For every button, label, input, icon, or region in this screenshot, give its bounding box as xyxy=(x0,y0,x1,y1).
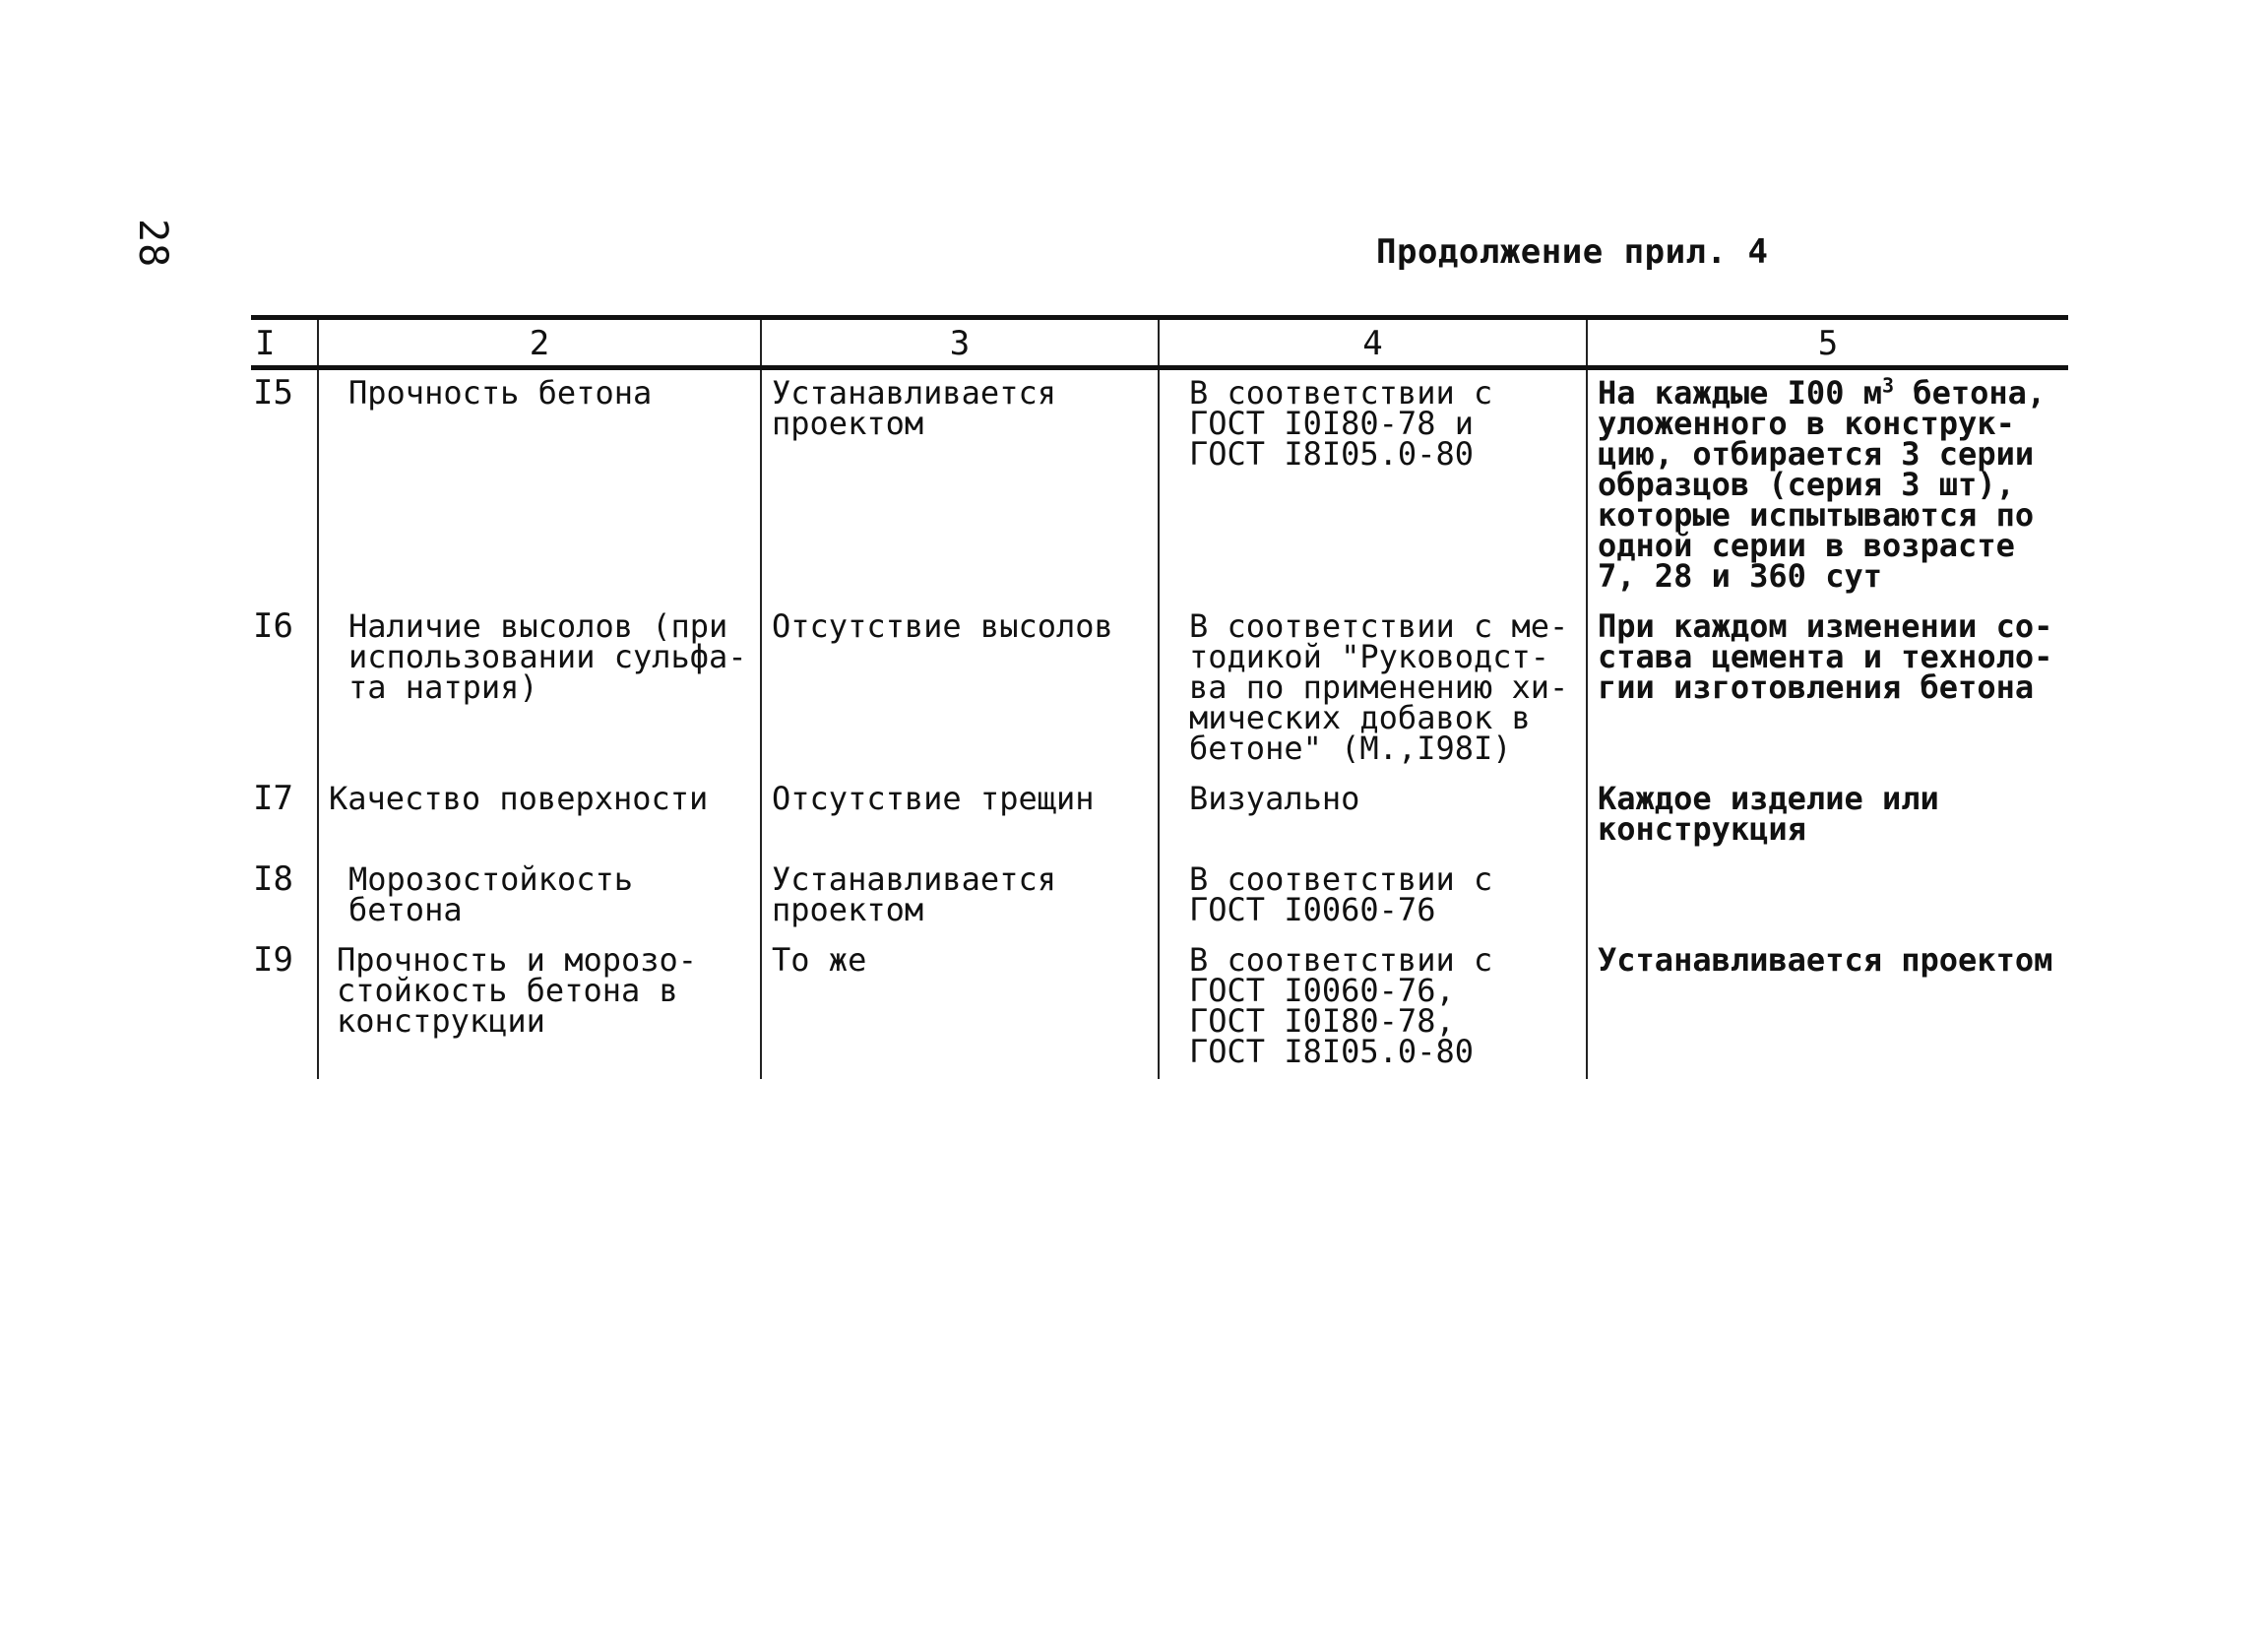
cell-requirement: Устанавливается проектом xyxy=(761,368,1159,604)
header-col-5: 5 xyxy=(1587,318,2068,368)
table-row xyxy=(251,857,2068,937)
cell-frequency-text-start: На каждые I00 м xyxy=(1598,374,1882,412)
cell-method: В соответствии с ГОСТ I0060-76 xyxy=(1159,857,1587,937)
cell-frequency: Каждое изделие или конструкция xyxy=(1587,776,2068,857)
cell-frequency xyxy=(1587,857,2068,937)
page-number: 28 xyxy=(130,219,175,269)
cell-requirement: Отсутствие трещин xyxy=(761,776,1159,857)
row-number: I9 xyxy=(253,940,293,980)
header-col-1: I xyxy=(251,318,318,368)
row-number: I6 xyxy=(253,606,293,646)
cell-frequency: При каждом изменении со- става цемента и техноло- гии изготовления бетона xyxy=(1587,603,2068,776)
cell-method: В соответствии с ГОСТ I0I80-78 и ГОСТ I8I05.0-80 xyxy=(1159,368,1587,604)
cell-frequency-text-end: бетона, уложенного в конструк- цию, отбирается 3 серии образцов (серия 3 шт), которые испытываются по одной серии в возрасте 7, 28 и 360 сут xyxy=(1598,374,2047,595)
row-number: I7 xyxy=(253,779,293,818)
header-col-2: 2 xyxy=(318,318,761,368)
cell-requirement: Отсутствие высолов xyxy=(761,603,1159,776)
cell-indicator: Прочность бетона xyxy=(318,368,761,604)
table-row xyxy=(251,368,2068,604)
row-number: I8 xyxy=(253,859,293,899)
table-header-row xyxy=(251,318,2068,368)
table-row xyxy=(251,776,2068,857)
cell-indicator: Наличие высолов (при использовании сульфа- та натрия) xyxy=(318,603,761,776)
superscript-3: 3 xyxy=(1881,373,1895,398)
cell-method: Визуально xyxy=(1159,776,1587,857)
cell-method: В соответствии с ГОСТ I0060-76, ГОСТ I0I80-78, ГОСТ I8I05.0-80 xyxy=(1159,937,1587,1079)
cell-frequency: Устанавливается проектом xyxy=(1587,937,2068,1079)
table-row xyxy=(251,937,2068,1079)
cell-indicator: Качество поверхности xyxy=(318,776,761,857)
row-number: I5 xyxy=(253,373,293,413)
cell-method: В соответствии с ме- тодикой "Руководст- ва по применению хи- мических добавок в бетоне" (М.,I98I) xyxy=(1159,603,1587,776)
appendix-table xyxy=(251,315,2068,1079)
cell-indicator: Прочность и морозо- стойкость бетона в конструкции xyxy=(318,937,761,1079)
table-row xyxy=(251,603,2068,776)
cell-indicator: Морозостойкость бетона xyxy=(318,857,761,937)
header-col-3: 3 xyxy=(761,318,1159,368)
cell-frequency xyxy=(1587,368,2068,604)
header-col-4: 4 xyxy=(1159,318,1587,368)
appendix-caption: Продолжение прил. 4 xyxy=(1376,232,1769,272)
cell-requirement: То же xyxy=(761,937,1159,1079)
cell-requirement: Устанавливается проектом xyxy=(761,857,1159,937)
